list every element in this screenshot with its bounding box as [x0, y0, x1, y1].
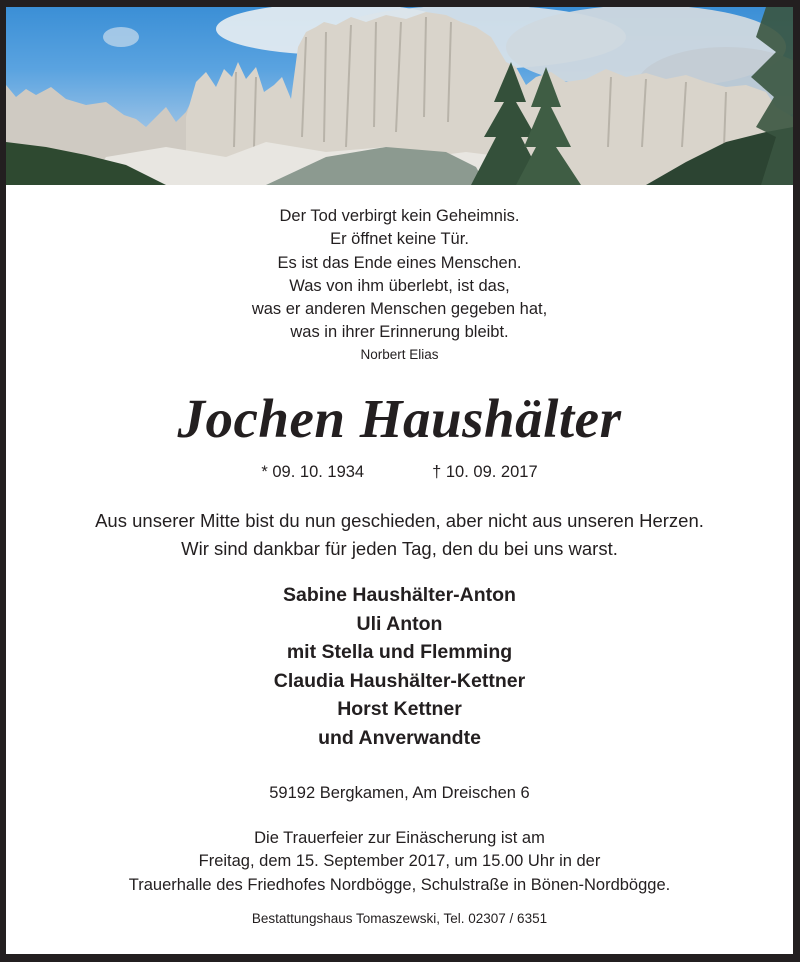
service-line: Freitag, dem 15. September 2017, um 15.00 Uhr in der — [198, 852, 601, 871]
mourners-list — [6, 581, 793, 753]
service-line: Trauerhalle des Friedhofes Nordbögge, Schulstraße in Bönen-Nordbögge. — [128, 875, 671, 894]
mourner-name: Sabine Haushälter-Anton — [283, 584, 516, 606]
farewell-line: Aus unserer Mitte bist du nun geschieden, aber nicht aus unseren Herzen. — [95, 510, 704, 531]
farewell-message — [6, 507, 793, 562]
poem-line: Der Tod verbirgt kein Geheimnis. — [279, 207, 520, 225]
death-date: † 10. 09. 2017 — [432, 463, 538, 481]
poem — [6, 205, 793, 345]
deceased-name: Jochen Haushälter — [177, 388, 622, 449]
service-line: Die Trauerfeier zur Einäscherung ist am — [254, 829, 545, 847]
family-address: 59192 Bergkamen, Am Dreischen 6 — [269, 784, 530, 802]
mourner-name: Horst Kettner — [337, 698, 462, 721]
poem-line: was er anderen Menschen gegeben hat, — [251, 300, 548, 319]
birth-date: * 09. 10. 1934 — [261, 463, 365, 481]
mourner-name: Claudia Haushälter-Kettner — [273, 669, 526, 692]
mountain-landscape-image — [6, 7, 793, 185]
poem-line: Was von ihm überlebt, ist das, — [289, 276, 510, 295]
funeral-service-info — [6, 827, 793, 897]
farewell-line: Wir sind dankbar für jeden Tag, den du bei uns warst. — [181, 537, 618, 559]
poem-line: Er öffnet keine Tür. — [330, 230, 469, 249]
mourner-name: Uli Anton — [356, 612, 443, 635]
header-mountain-photo — [6, 7, 793, 185]
mourner-name: und Anverwandte — [318, 726, 481, 749]
obituary-notice — [6, 7, 793, 954]
life-dates — [6, 463, 793, 482]
poem-line: was in ihrer Erinnerung bleibt. — [290, 323, 509, 342]
mourner-name: mit Stella und Flemming — [286, 641, 513, 664]
funeral-home-contact: Bestattungshaus Tomaszewski, Tel. 02307 / 6351 — [251, 911, 548, 926]
poem-author: Norbert Elias — [360, 347, 439, 362]
poem-line: Es ist das Ende eines Menschen. — [277, 253, 522, 272]
